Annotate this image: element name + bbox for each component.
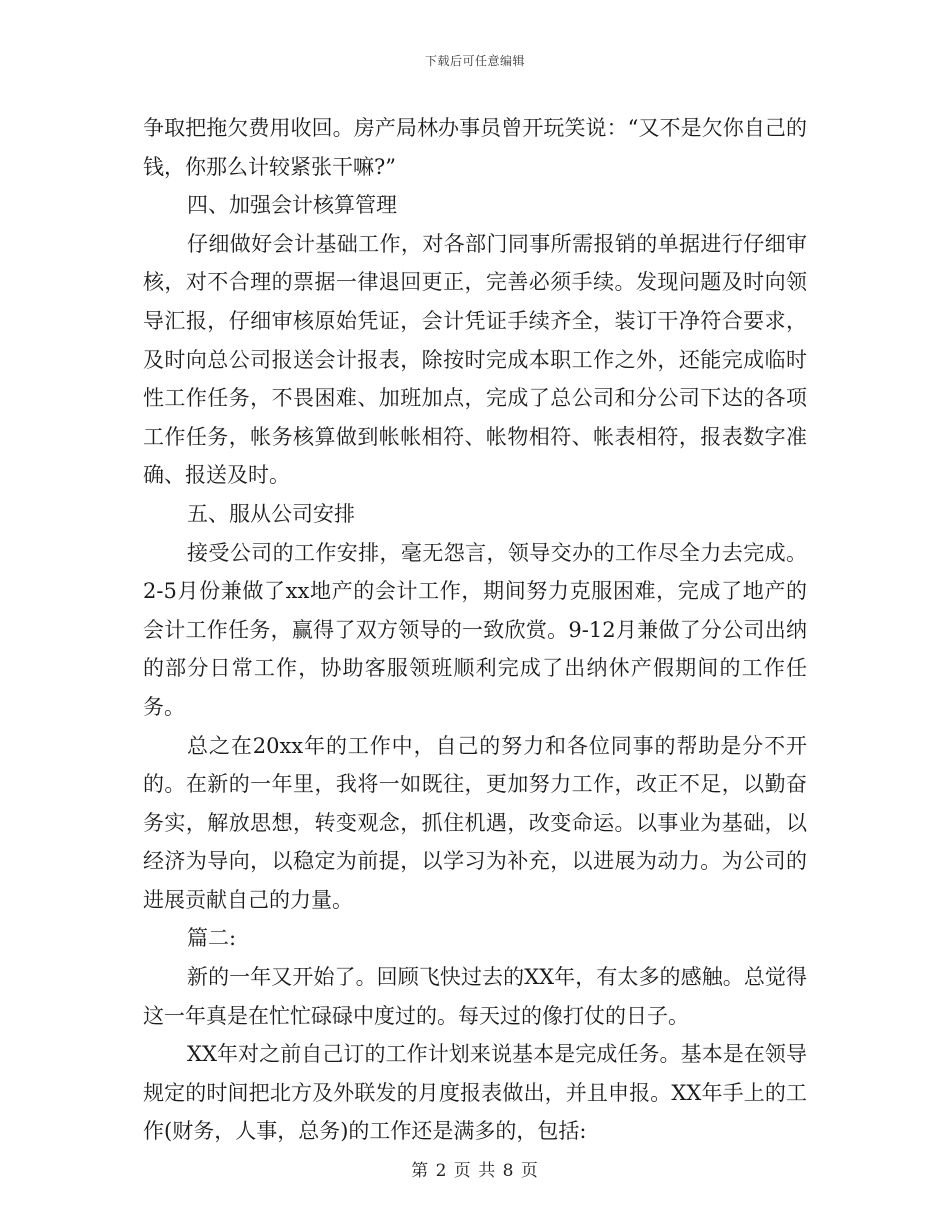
- section-heading-5: 五、服从公司安排: [187, 501, 355, 526]
- paragraph-arrangement: 接受公司的工作安排，毫无怨言，领导交办的工作尽全力去完成。2-5月份兼做了xx地产的会计工作，期间努力克服困难，完成了地产的会计工作任务，赢得了双方领导的一致欣赏。9-12月兼做了分公司出纳的部分日常工作，协助客服领班顺利完成了出纳休产假期间的工作任务。: [143, 540, 807, 719]
- paragraph-accounting: 仔细做好会计基础工作，对各部门同事所需报销的单据进行仔细审核，对不合理的票据一律退回更正，完善必须手续。发现问题及时向领导汇报，仔细审核原始凭证，会计凭证手续齐全，装订干净符合要求，及时向总公司报送会计报表，除按时完成本职工作之外，还能完成临时性工作任务，不畏困难、加班加点，完成了总公司和分公司下达的各项工作任务，帐务核算做到帐帐相符、帐物相符、帐表相符，报表数字准确、报送及时。: [143, 231, 807, 488]
- page-number: 第 2 页 共 8 页: [411, 1161, 539, 1181]
- paragraph-new-year: 新的一年又开始了。回顾飞快过去的XX年，有太多的感触。总觉得这一年真是在忙忙碌碌中度过的。每天过的像打仗的日子。: [143, 965, 807, 1028]
- page-header-note: 下载后可任意编辑: [424, 54, 525, 68]
- document-body: [143, 109, 807, 1151]
- section-heading-4: 四、加强会计核算管理: [187, 193, 397, 218]
- paragraph-summary: 总之在20xx年的工作中，自己的努力和各位同事的帮助是分不开的。在新的一年里，我将一如既往，更加努力工作，改正不足，以勤奋务实，解放思想，转变观念，抓住机遇，改变命运。以事业为基础，以经济为导向，以稳定为前提，以学习为补充，以进展为动力。为公司的进展贡献自己的力量。: [143, 733, 807, 912]
- paragraph-work-plan: XX年对之前自己订的工作计划来说基本是完成任务。基本是在领导规定的时间把北方及外联发的月度报表做出，并且申报。XX年手上的工作(财务，人事，总务)的工作还是满多的，包括:: [143, 1042, 807, 1144]
- section-heading-part-two: 篇二:: [187, 926, 237, 951]
- paragraph-1: 争取把拖欠费用收回。房产局林办事员曾开玩笑说：“又不是欠你自己的钱，你那么计较紧张干嘛?”: [143, 116, 807, 179]
